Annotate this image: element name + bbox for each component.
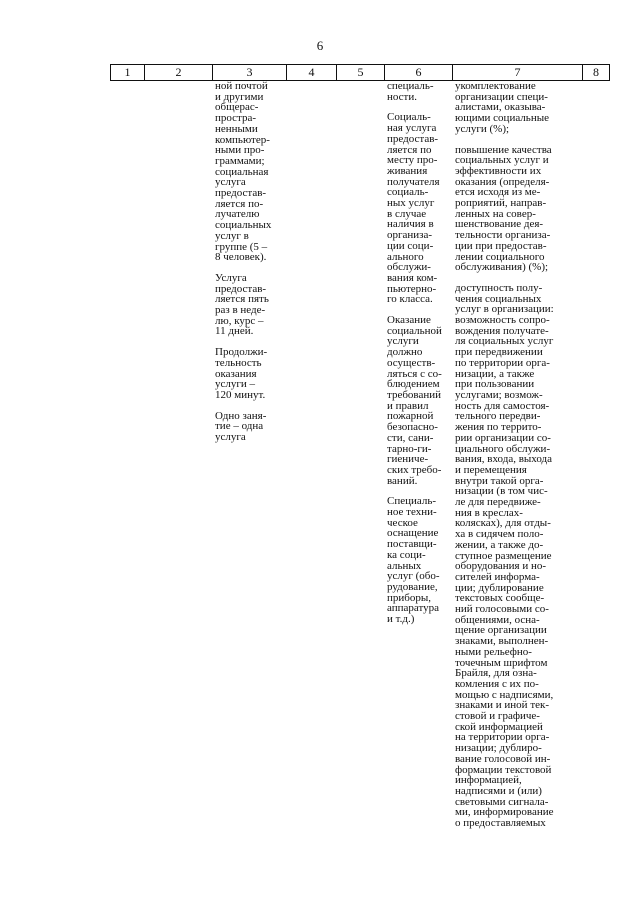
paragraph: ной почтой и другими общерас- простра- ненными компьютер- ными про- граммами; социальная услуга предостав- ляется по- лучателю социальных услуг в группе (5 – 8 человек). bbox=[215, 80, 272, 264]
paragraph: Социаль- ная услуга предостав- ляется по месту про- живания получателя социаль- ных услуг в случае наличия в организа- ции соци- ального обслужи- вания ком- пьютерно- го класса. bbox=[387, 111, 440, 306]
cell-col-5 bbox=[337, 81, 385, 839]
services-table bbox=[110, 64, 610, 839]
paragraph: укомплектование организации специ- алистами, оказыва- ющими социальные услуги (%); bbox=[455, 80, 549, 135]
column-header-6: 6 bbox=[385, 65, 453, 81]
paragraph: специаль- ности. bbox=[387, 80, 434, 103]
cell-service-description bbox=[213, 81, 287, 839]
column-header-8: 8 bbox=[583, 65, 610, 81]
page-number: 6 bbox=[316, 38, 324, 53]
cell-service-conditions bbox=[385, 81, 453, 839]
paragraph: повышение качества социальных услуг и эффективности их оказания (определя- ется исходя из ме- роприятий, направ- ленных на совер- шенствование дея- тельности организа- ции при предостав- лении социального обслуживания) (%); bbox=[455, 143, 552, 274]
paragraph: Услуга предостав- ляется пять раз в неде- лю, курс – 11 дней. bbox=[215, 271, 269, 338]
column-header-4: 4 bbox=[287, 65, 337, 81]
paragraph: Продолжи- тельность оказания услуги – 120 минут. bbox=[215, 346, 268, 401]
paragraph: Специаль- ное техни- ческое оснащение поставщи- ка соци- альных услуг (обо- рудование, приборы, аппаратура и т.д.) bbox=[387, 495, 440, 626]
column-header-2: 2 bbox=[145, 65, 213, 81]
cell-col-8 bbox=[583, 81, 610, 839]
cell-col-4 bbox=[287, 81, 337, 839]
table-row bbox=[111, 81, 610, 839]
paragraph: Оказание социальной услуги должно осуществ- ляться с со- блюдением требований и правил пожарной безопасно- сти, сани- тарно-ги- гиениче- ских требо- ваний. bbox=[387, 314, 442, 487]
paragraph: Одно заня- тие – одна услуга bbox=[215, 409, 267, 444]
column-header-3: 3 bbox=[213, 65, 287, 81]
cell-col-2 bbox=[145, 81, 213, 839]
header-row bbox=[111, 65, 610, 81]
cell-quality-indicators bbox=[453, 81, 583, 839]
paragraph: доступность полу- чения социальных услуг в организации: возможность сопро- вождения получате- ля социальных услуг при передвижении по территории орга- низации, а также при пользовании услугами; возмож- ность для самостоя- тельного передви- жения по террито- рии организации со- циального обслужи- вания, входа, выхода и перемещения внутри такой орга- низации (в том чис- ле для передвиже- ния в креслах- колясках), для отды- ха в сидячем поло- жении, а также до- ступное размещение оборудования и но- сителей информа- ции; дублирование текстовых сообще- ний голосовыми со- общениями, осна- щение организации знаками, выполнен- ными рельефно- точечным шрифтом Брайля, для озна- комления с их по- мощью с надписями, знаками и иной тек- стовой и графиче- ской информацией на территории орга- низации; дублиро- вание голосовой ин- формации текстовой информацией, надписями и (или) световыми сигнала- ми, информирование о предоставляемых bbox=[455, 281, 554, 830]
cell-col-1 bbox=[111, 81, 145, 839]
column-header-5: 5 bbox=[337, 65, 385, 81]
column-header-7: 7 bbox=[453, 65, 583, 81]
column-header-1: 1 bbox=[111, 65, 145, 81]
